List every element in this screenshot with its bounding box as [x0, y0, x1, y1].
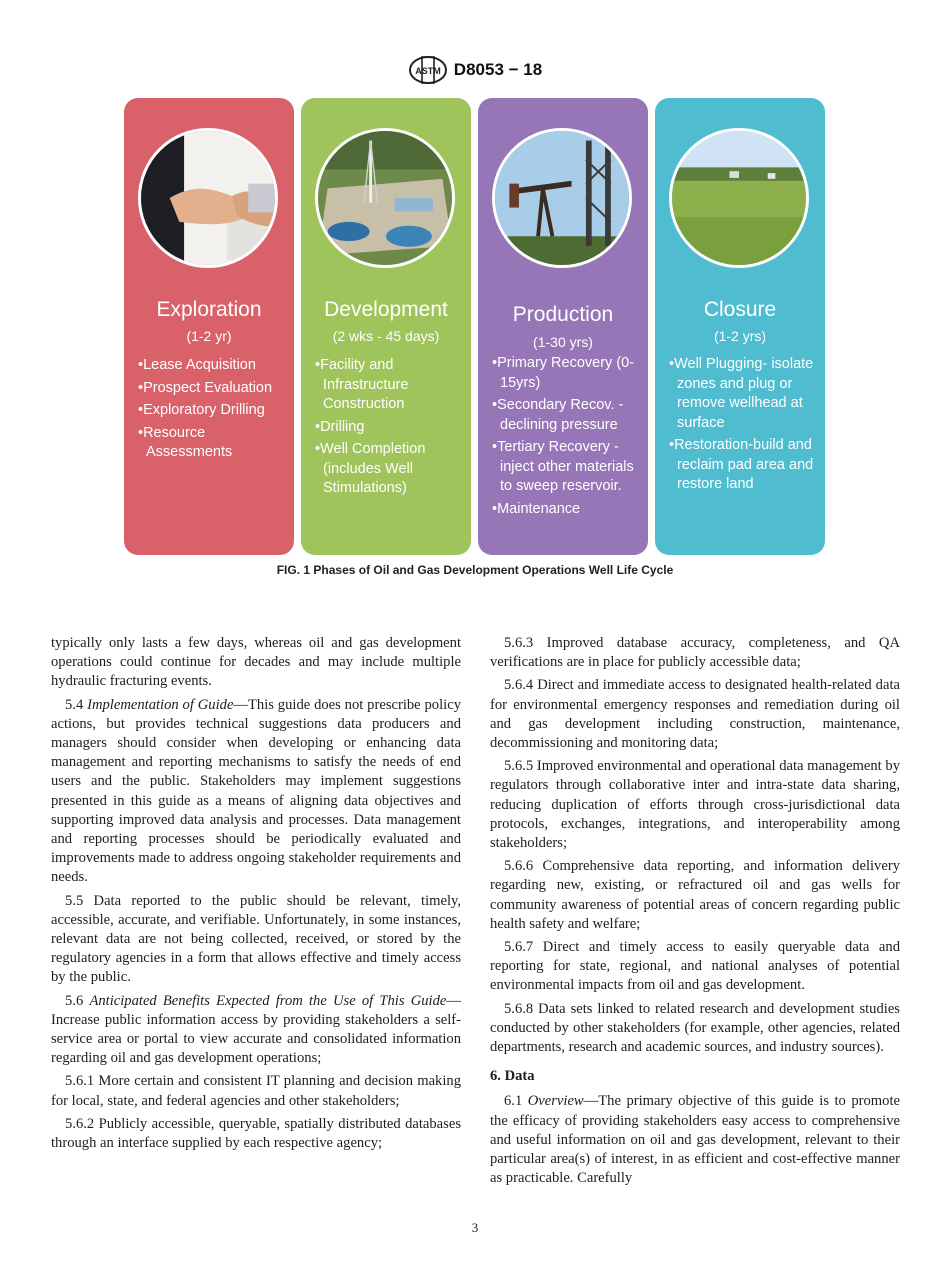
- right-column: [490, 634, 900, 1192]
- astm-logo-icon: [408, 55, 448, 85]
- paragraph-5-4: 5.4 Implementation of Guide—This guide does not prescribe policy actions, but provides technical suggestions data producers and managers should consider when developing or enhancing data management and reporting mechanisms to satisfy the needs of end users and the public. Stakeholders may implement suggestions presented in this guide as a means of aligning data objectives and supporting improved data analysis and processes. Data management and reporting processes should be periodically evaluated and improvements made to address ongoing stakeholder requirements and needs.: [51, 696, 461, 886]
- paragraph-5-6-7: 5.6.7 Direct and timely access to easily queryable data and reporting for state, regional, and national analyses of potential environmental impacts from oil and gas development.: [490, 939, 900, 994]
- page-number: 3: [471, 1220, 479, 1235]
- phase-activity-item: • Resource Assessments: [138, 424, 288, 463]
- phase-activity-item: • Primary Recovery (0-15yrs): [492, 354, 642, 393]
- paragraph-5-5: 5.5 Data reported to the public should be relevant, timely, accessible, accurate, and verifiable. Unfortunately, in some instances, relevant data are not being collected, received, or stored by the regulatory agencies in a form that allows effective and timely access by the public.: [51, 892, 461, 986]
- phase-name: Closure: [703, 298, 777, 321]
- standard-number: D8053 − 18: [453, 60, 543, 79]
- phase-activity-item: • Restoration-build and reclaim pad area and restore land: [669, 436, 819, 495]
- meadow-photo: [669, 128, 809, 268]
- left-column: [51, 634, 461, 1157]
- phase-activity-list: [669, 355, 819, 498]
- phase-name: Production: [512, 303, 614, 326]
- phase-panel-exploration: [124, 98, 294, 555]
- phase-activity-item: • Maintenance: [492, 500, 642, 520]
- phase-activity-item: • Lease Acquisition: [138, 356, 288, 376]
- phase-activity-item: • Tertiary Recovery - inject other materials to sweep reservoir.: [492, 438, 642, 497]
- section-heading: 6. Data: [490, 1068, 535, 1085]
- paragraph-5-6-4: 5.6.4 Direct and immediate access to designated health-related data for environmental emergency responses and remediation during oil and gas development including construction, maintenance, decommissioning and monitoring data;: [490, 677, 900, 752]
- svg-text:ASTM: ASTM: [415, 66, 441, 76]
- phase-activity-item: • Exploratory Drilling: [138, 401, 288, 421]
- phase-activity-item: • Drilling: [315, 418, 465, 438]
- phase-activity-list: [492, 354, 642, 522]
- phase-activity-item: • Secondary Recov. - declining pressure: [492, 396, 642, 435]
- pumpjack-photo: [492, 128, 632, 268]
- phase-activity-list: [138, 356, 288, 466]
- phase-activity-item: • Well Plugging- isolate zones and plug or remove wellhead at surface: [669, 355, 819, 433]
- paragraph-5-6-3: 5.6.3 Improved database accuracy, completeness, and QA verifications are in place for publicly accessible data;: [490, 635, 900, 671]
- phase-activity-list: [315, 356, 465, 502]
- handshake-photo: [138, 128, 278, 268]
- phase-activity-item: • Facility and Infrastructure Construction: [315, 356, 465, 415]
- paragraph-5-6-5: 5.6.5 Improved environmental and operational data management by regulators through collaborative inter and intra-state data sharing, reducing duplication of efforts through cross-jurisdictional data protocols, exchanges, integrations, and interoperability among stakeholders;: [490, 758, 900, 852]
- figure-caption: FIG. 1 Phases of Oil and Gas Development Operations Well Life Cycle: [276, 563, 674, 577]
- phase-name: Development: [324, 298, 448, 321]
- paragraph-5-6-2: 5.6.2 Publicly accessible, queryable, spatially distributed databases through an interface supplied by each respective agency;: [51, 1115, 461, 1152]
- phase-duration: (1-30 yrs): [533, 334, 593, 350]
- paragraph: typically only lasts a few days, whereas oil and gas development operations could continue for decades and may include multiple hydraulic fracturing events.: [51, 635, 461, 690]
- well-life-cycle-figure: [124, 98, 824, 555]
- phase-activity-item: • Well Completion (includes Well Stimulations): [315, 440, 465, 499]
- paragraph-5-6: 5.6 Anticipated Benefits Expected from the Use of This Guide—Increase public information access by providing stakeholders a self-service area or portal to view accurate and consolidated information regarding oil and gas development operations;: [51, 992, 461, 1067]
- drilling-site-photo: [315, 128, 455, 268]
- phase-duration: (2 wks - 45 days): [332, 328, 440, 344]
- paragraph-5-6-8: 5.6.8 Data sets linked to related research and development studies conducted by other stakeholders (for example, other agencies, related departments, research and academic sources, and industry sources).: [490, 1000, 900, 1056]
- phase-panel-development: [301, 98, 471, 555]
- page-header: [0, 55, 950, 90]
- phase-panel-closure: [655, 98, 825, 555]
- phase-duration: (1-2 yr): [186, 328, 232, 344]
- phase-activity-item: • Prospect Evaluation: [138, 379, 288, 399]
- phase-duration: (1-2 yrs): [713, 328, 767, 344]
- paragraph-6-1: 6.1 Overview—The primary objective of this guide is to promote the efficacy of providing stakeholders easy access to comprehensive and useful information on oil and gas development, relevant to their particular area(s) of interest, in as efficient and cost-effective manner as practicable. Carefully: [490, 1093, 900, 1187]
- paragraph-5-6-6: 5.6.6 Comprehensive data reporting, and information delivery regarding new, existing, or refractured oil and gas wells for community awareness of potential areas of concern regarding public health safety and welfare;: [490, 858, 900, 932]
- phase-panel-production: [478, 98, 648, 555]
- paragraph-5-6-1: 5.6.1 More certain and consistent IT planning and decision making for local, state, and federal agencies and other stakeholders;: [51, 1073, 461, 1109]
- phase-name: Exploration: [156, 298, 262, 321]
